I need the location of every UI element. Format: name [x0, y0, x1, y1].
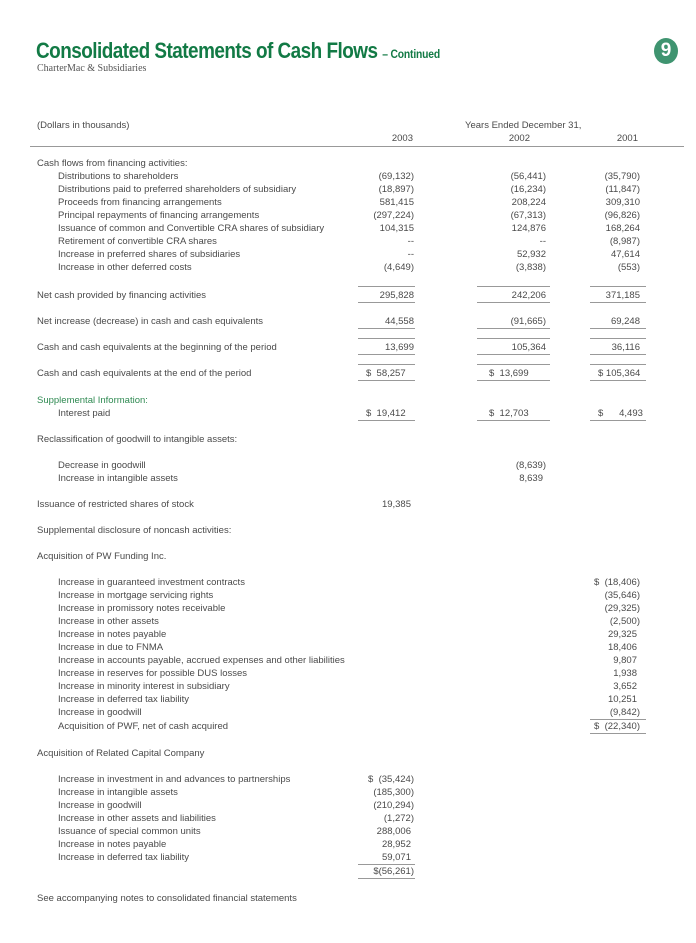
subtotal-rule	[358, 338, 415, 339]
table-row	[0, 773, 696, 786]
title-text: Consolidated Statements of Cash Flows	[36, 38, 378, 63]
table-row-total	[0, 720, 696, 733]
value-2002: 242,206	[511, 290, 546, 301]
value-2003: (1,272)	[383, 813, 414, 824]
units-note: (Dollars in thousands)	[37, 120, 130, 131]
row-label: Increase in accounts payable, accrued expenses and other liabilities	[58, 655, 345, 666]
value-2001: (2,500)	[609, 616, 640, 627]
value-2001: 18,406	[607, 642, 637, 653]
value-2003: 104,315	[379, 223, 414, 234]
value-2001: 10,251	[607, 694, 637, 705]
table-row	[0, 812, 696, 825]
value-2001: 1,938	[613, 668, 637, 679]
table-row	[0, 799, 696, 812]
value-2002: (67,313)	[510, 210, 546, 221]
value-2003: 28,952	[381, 839, 411, 850]
value-2003: (297,224)	[373, 210, 414, 221]
value-2003: $(56,261)	[373, 866, 414, 877]
row-label: Increase in deferred tax liability	[58, 852, 189, 863]
value-2001: (96,826)	[604, 210, 640, 221]
value-2001: $ 4,493	[598, 408, 643, 419]
subtotal-rule	[477, 338, 550, 339]
interest-paid-row	[0, 407, 696, 420]
value-2003: $ 58,257	[366, 368, 406, 379]
total-rule	[590, 380, 646, 381]
row-label: Cash and cash equivalents at the beginning of the period	[37, 342, 277, 353]
row-label: Increase in intangible assets	[58, 473, 178, 484]
page-title	[36, 38, 440, 64]
value-2003: 44,558	[384, 316, 414, 327]
net-financing-row	[0, 289, 696, 302]
value-2002: (56,441)	[510, 171, 546, 182]
row-label: Increase in guaranteed investment contracts	[58, 577, 245, 588]
row-label: Distributions to shareholders	[58, 171, 179, 182]
title-continued: – Continued	[382, 47, 440, 61]
table-row	[0, 641, 696, 654]
table-row	[0, 235, 696, 248]
footnote-text: See accompanying notes to consolidated financial statements	[37, 893, 297, 904]
value-2003: (185,300)	[373, 787, 414, 798]
subtotal-rule	[477, 364, 550, 365]
value-2002: $ 13,699	[489, 368, 529, 379]
table-row	[0, 786, 696, 799]
row-label: Increase in reserves for possible DUS losses	[58, 668, 248, 679]
value-2001: 9,807	[613, 655, 637, 666]
total-rule	[477, 302, 550, 303]
total-rule	[358, 878, 415, 879]
row-label: Increase in investment in and advances to partnerships	[58, 774, 291, 785]
value-2002: 208,224	[511, 197, 546, 208]
total-rule	[477, 328, 550, 329]
value-2003: --	[407, 236, 414, 247]
row-label: Distributions paid to preferred shareholders of subsidiary	[58, 184, 297, 195]
total-rule	[358, 420, 415, 421]
total-rule	[358, 354, 415, 355]
value-2002: (91,665)	[510, 316, 546, 327]
value-2001: 168,264	[605, 223, 640, 234]
value-2003: $ 19,412	[366, 408, 406, 419]
row-label: Issuance of common and Convertible CRA shares of subsidiary	[58, 223, 325, 234]
value-2001: $ (22,340)	[594, 721, 640, 732]
section-heading-pwf	[0, 550, 696, 563]
value-2002: --	[539, 236, 546, 247]
value-2001: 309,310	[605, 197, 640, 208]
subtotal-rule	[590, 286, 646, 287]
rcc-total-row	[0, 865, 696, 878]
total-rule	[590, 354, 646, 355]
table-row	[0, 654, 696, 667]
section-heading-noncash	[0, 524, 696, 537]
value-2001: (35,790)	[604, 171, 640, 182]
years-caption: Years Ended December 31,	[465, 120, 582, 131]
value-2003: (4,649)	[383, 262, 414, 273]
value-2001: 3,652	[613, 681, 637, 692]
net-change-row	[0, 315, 696, 328]
value-2002: (16,234)	[510, 184, 546, 195]
row-label: Acquisition of PWF, net of cash acquired	[58, 721, 229, 732]
table-row	[0, 576, 696, 589]
table-row	[0, 693, 696, 706]
table-row	[0, 706, 696, 719]
year-header-2002: 2002	[508, 133, 530, 144]
value-2003: $ (35,424)	[368, 774, 414, 785]
table-row	[0, 680, 696, 693]
row-label: Supplemental disclosure of noncash activities:	[37, 525, 232, 536]
value-2001: (8,987)	[609, 236, 640, 247]
value-2001: $ (18,406)	[594, 577, 640, 588]
footnote	[0, 892, 696, 905]
total-rule	[358, 302, 415, 303]
section-heading-financing	[0, 157, 696, 170]
row-label: Principal repayments of financing arrangements	[58, 210, 260, 221]
value-2001: (9,842)	[609, 707, 640, 718]
row-label: Cash and cash equivalents at the end of the period	[37, 368, 252, 379]
table-row	[0, 602, 696, 615]
value-2003: (18,897)	[378, 184, 414, 195]
page-number-badge: 9	[654, 38, 678, 64]
row-label: Increase in other assets	[58, 616, 159, 627]
header-rule	[30, 146, 684, 147]
row-label: Acquisition of Related Capital Company	[37, 748, 205, 759]
row-label: Interest paid	[58, 408, 111, 419]
subtotal-rule	[477, 286, 550, 287]
year-header-2003: 2003	[391, 133, 413, 144]
total-rule	[358, 328, 415, 329]
value-2001: 69,248	[610, 316, 640, 327]
row-label: Retirement of convertible CRA shares	[58, 236, 217, 247]
value-2003: 19,385	[381, 499, 411, 510]
value-2003: 59,071	[381, 852, 411, 863]
value-2001: (29,325)	[604, 603, 640, 614]
row-label: Increase in minority interest in subsidiary	[58, 681, 230, 692]
table-row	[0, 615, 696, 628]
value-2003: --	[407, 249, 414, 260]
table-row	[0, 459, 696, 472]
company-subtitle: CharterMac & Subsidiaries	[37, 63, 147, 74]
value-2001: (11,847)	[605, 184, 640, 195]
row-label: Increase in preferred shares of subsidiaries	[58, 249, 241, 260]
value-2001: (35,646)	[604, 590, 640, 601]
row-label: Net increase (decrease) in cash and cash equivalents	[37, 316, 264, 327]
total-rule	[590, 328, 646, 329]
row-label: Reclassification of goodwill to intangible assets:	[37, 434, 238, 445]
value-2002: 105,364	[511, 342, 546, 353]
section-heading-reclass	[0, 433, 696, 446]
table-row	[0, 170, 696, 183]
row-label: Proceeds from financing arrangements	[58, 197, 222, 208]
table-row	[0, 472, 696, 485]
table-row	[0, 628, 696, 641]
subtotal-rule	[358, 286, 415, 287]
section-heading-rcc	[0, 747, 696, 760]
total-rule	[477, 420, 550, 421]
total-rule	[590, 733, 646, 734]
total-rule	[358, 380, 415, 381]
value-2002: 124,876	[511, 223, 546, 234]
row-label: Increase in goodwill	[58, 800, 142, 811]
value-2001: 29,325	[607, 629, 637, 640]
row-label: Increase in notes payable	[58, 629, 167, 640]
value-2003: (210,294)	[373, 800, 414, 811]
row-label: Net cash provided by financing activities	[37, 290, 206, 301]
table-row	[0, 222, 696, 235]
row-label: Increase in intangible assets	[58, 787, 178, 798]
table-row	[0, 825, 696, 838]
restricted-shares-row	[0, 498, 696, 511]
total-rule	[477, 354, 550, 355]
table-row	[0, 183, 696, 196]
row-label: Increase in other deferred costs	[58, 262, 192, 273]
value-2002: $ 12,703	[489, 408, 529, 419]
value-2003: 288,006	[376, 826, 411, 837]
section-heading-supplemental	[0, 394, 696, 407]
table-row	[0, 589, 696, 602]
value-2003: 13,699	[384, 342, 414, 353]
value-2003: 581,415	[379, 197, 414, 208]
value-2001: 371,185	[605, 290, 640, 301]
value-2002: 52,932	[516, 249, 546, 260]
row-label: Increase in notes payable	[58, 839, 167, 850]
subtotal-rule	[590, 364, 646, 365]
row-label: Increase in due to FNMA	[58, 642, 164, 653]
row-label: Increase in other assets and liabilities	[58, 813, 216, 824]
cash-begin-row	[0, 341, 696, 354]
table-row	[0, 196, 696, 209]
row-label: Supplemental Information:	[37, 395, 148, 406]
table-row	[0, 248, 696, 261]
row-label: Cash flows from financing activities:	[37, 158, 188, 169]
value-2002: 8,639	[519, 473, 543, 484]
subtotal-rule	[358, 364, 415, 365]
table-row	[0, 261, 696, 274]
value-2003: 295,828	[379, 290, 414, 301]
total-rule	[590, 420, 646, 421]
value-2001: 36,116	[611, 342, 640, 353]
table-row	[0, 667, 696, 680]
total-rule	[477, 380, 550, 381]
value-2002: (8,639)	[515, 460, 546, 471]
row-label: Acquisition of PW Funding Inc.	[37, 551, 167, 562]
value-2002: (3,838)	[515, 262, 546, 273]
value-2001: (553)	[617, 262, 640, 273]
year-header-2001: 2001	[616, 133, 638, 144]
table-row	[0, 851, 696, 864]
total-rule	[590, 302, 646, 303]
cash-end-row	[0, 367, 696, 380]
table-row	[0, 209, 696, 222]
row-label: Issuance of special common units	[58, 826, 201, 837]
row-label: Issuance of restricted shares of stock	[37, 499, 194, 510]
table-row	[0, 838, 696, 851]
row-label: Increase in deferred tax liability	[58, 694, 189, 705]
value-2003: (69,132)	[378, 171, 414, 182]
value-2001: $ 105,364	[598, 368, 641, 379]
value-2001: 47,614	[610, 249, 640, 260]
subtotal-rule	[590, 338, 646, 339]
row-label: Increase in mortgage servicing rights	[58, 590, 214, 601]
row-label: Decrease in goodwill	[58, 460, 146, 471]
row-label: Increase in goodwill	[58, 707, 142, 718]
row-label: Increase in promissory notes receivable	[58, 603, 226, 614]
